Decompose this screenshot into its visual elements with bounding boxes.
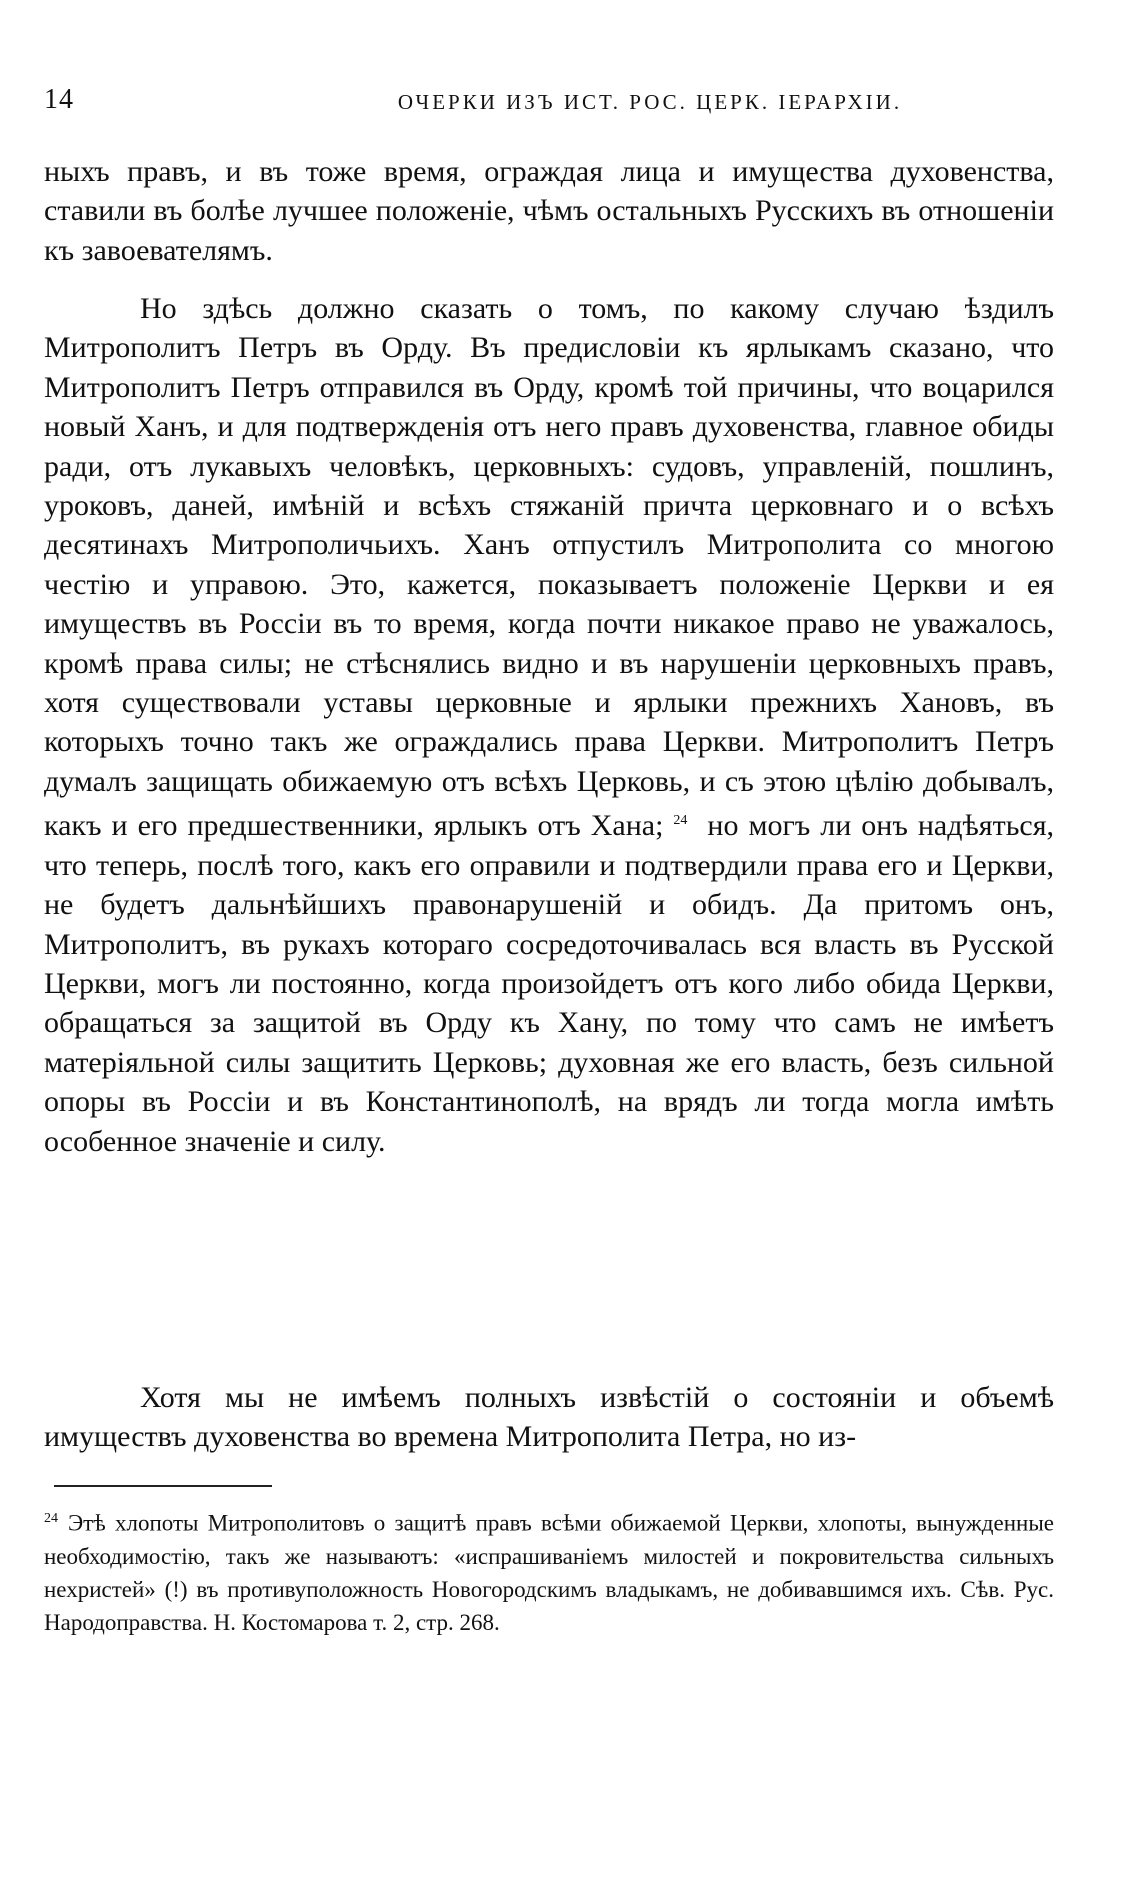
- footnote-divider: [54, 1485, 272, 1487]
- footnote-reference: 24: [673, 813, 688, 829]
- page-number: 14: [44, 84, 74, 115]
- page-header: [44, 84, 1056, 118]
- footnote: [44, 1502, 1054, 1639]
- footnote-text: Этѣ хлопоты Митрополитовъ о защитѣ правъ всѣми обижаемой Церкви, хлопоты, вынужденные необходимостію, такъ же называютъ: «испрашиваніемъ милостей и покровительства сильныхъ нехристей» (!) въ противуположность Новогородскимъ владыкамъ, не добивавшимся ихъ. Сѣв. Рус. Народоправства. Н. Костомарова т. 2, стр. 268.: [44, 1510, 1054, 1636]
- running-title: ОЧЕРКИ ИЗЪ ИСТ. РОС. ЦЕРК. ІЕРАРХІИ.: [397, 90, 903, 114]
- paragraph-2-text-before-note: Но здѣсь должно сказать о томъ, по какому случаю ѣздилъ Митрополитъ Петръ въ Орду. Въ предисловіи къ ярлыкамъ сказано, что Митрополитъ Петръ отправился въ Орду, кромѣ той причины, что воцарился новый Ханъ, и для подтвержденія отъ него правъ духовенства, главное обиды ради, отъ лукавыхъ человѣкъ, церковныхъ: судовъ, управленій, пошлинъ, уроковъ, даней, имѣній и всѣхъ стяжаній причта церковнаго и о всѣхъ десятинахъ Митрополичьихъ. Ханъ отпустилъ Митрополита со многою честію и управою. Это, кажется, показываетъ положеніе Церкви и ея имуществъ въ Россіи въ то время, когда почти никакое право не уважалось, кромѣ права силы; не стѣснялись видно и въ нарушеніи церковныхъ правъ, хотя существовали уставы церковные и ярлыки прежнихъ Хановъ, въ которыхъ точно такъ же ограждались права Церкви. Митрополитъ Петръ думалъ защищать обижаемую отъ всѣхъ Церковь, и съ этою цѣлію добывалъ, какъ и его предшественники, ярлыкъ отъ Хана;: [44, 292, 1054, 843]
- paragraph-1: ныхъ правъ, и въ тоже время, ограждая лица и имущества духовенства, ставили въ болѣе лучшее положеніе, чѣмъ остальныхъ Русскихъ въ отношеніи къ завоевателямъ.: [44, 155, 1054, 267]
- footnote-marker: 24: [44, 1511, 58, 1526]
- paragraph-2-text-after-note: но могъ ли онъ надѣяться, что теперь, послѣ того, какъ его оправили и подтвердили права его и Церкви, не будетъ дальнѣйшихъ правонарушеній и обидъ. Да притомъ онъ, Митрополитъ, въ рукахъ котораго сосредоточивалась вся власть въ Русской Церкви, могъ ли постоянно, когда произойдетъ отъ кого либо обида Церкви, обращаться за защитой въ Орду къ Хану, по тому что самъ не имѣетъ матеріяльной силы защитить Церковь; духовная же его власть, безъ сильной опоры въ Россіи и въ Константинополѣ, на врядъ ли тогда могла имѣть особенное значеніе и силу.: [44, 809, 1054, 1158]
- paragraph-3: Хотя мы не имѣемъ полныхъ извѣстій о состояніи и объемѣ имуществъ духовенства во времена Митрополита Петра, но из-: [44, 1381, 1054, 1454]
- paragraph-2: [44, 289, 1054, 1161]
